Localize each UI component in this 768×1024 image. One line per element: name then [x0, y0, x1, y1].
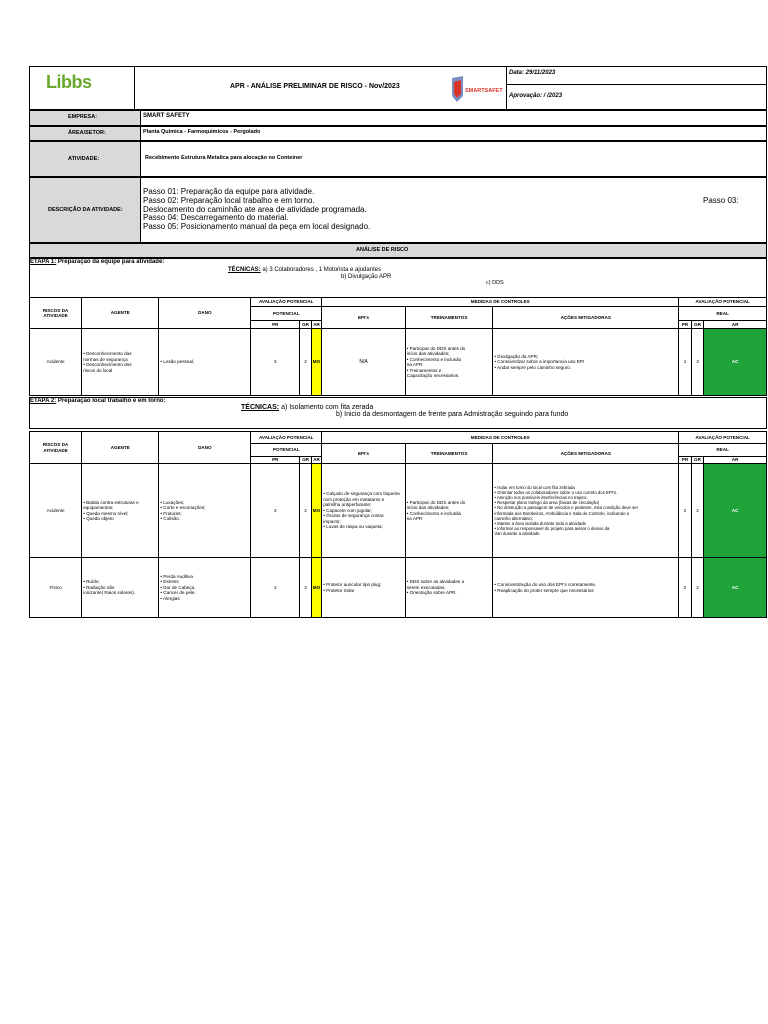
- ar-badge: MO: [311, 558, 321, 618]
- header-treinamentos: TREINAMENTOS: [405, 444, 493, 464]
- etapa1-tecnicas-a: [228, 267, 381, 274]
- header-dano: DANO: [159, 298, 251, 329]
- epi-cell: N/A: [322, 329, 406, 396]
- header-gr: GR: [300, 321, 311, 329]
- header-divider-2: [506, 66, 507, 110]
- header-aval-pot-2: AVALIAÇÃO POTENCIAL: [679, 298, 767, 307]
- damage-cell: • Luxações; • Corte e escoriações; • Fraturas; • Colisão.: [159, 464, 251, 558]
- agent-cell: • Desconhecimento das normas de segurança • Desconhecimento dos riscos do local: [82, 329, 159, 396]
- etapa1-tecnicas-c: c) DDS: [486, 280, 504, 286]
- header-divider-1: [134, 66, 135, 110]
- header-real: REAL: [679, 307, 767, 321]
- table-row: [30, 329, 767, 396]
- analysis-title: ANÁLISE DE RISCO: [356, 247, 409, 253]
- pr-cell: 3: [251, 329, 300, 396]
- gr-real-cell: 2: [691, 558, 704, 618]
- etapa1-risk-table: [29, 297, 767, 396]
- ar-badge: MO: [311, 464, 321, 558]
- area-label: ÁREA/SETOR:: [68, 130, 106, 136]
- risk-type: Acidente: [30, 329, 82, 396]
- header-pr-real: PR: [679, 457, 692, 464]
- header-medidas: MEDIDAS DE CONTROLES: [322, 298, 679, 307]
- smartsafety-logo: [449, 76, 503, 103]
- etapa1-title: [30, 259, 164, 266]
- risk-type: Acidente: [30, 464, 82, 558]
- approval-label: Aprovação: / /2023: [509, 93, 563, 99]
- header-epis: EPI's: [322, 444, 406, 464]
- header-real: REAL: [679, 444, 767, 457]
- header-riscos: RISCOS DA ATIVIDADE: [30, 432, 82, 464]
- libbs-logo: Libbs: [46, 72, 92, 92]
- epi-cell: • Protetor auricular tipo plug; • Protetor Solar: [322, 558, 406, 618]
- header-gr: GR: [300, 457, 311, 464]
- header-epis: EPI's: [322, 307, 406, 329]
- gr-cell: 2: [300, 329, 311, 396]
- epi-cell: • Calçado de segurança com biqueira com proteção em metatarso e palmilha antiperfurante; • Capacete com jugular; • Óculos de segurança contra impacto; • Luvas de raspa ou vaqueta;: [322, 464, 406, 558]
- header-agente: AGENTE: [82, 432, 159, 464]
- header-aval-pot: AVALIAÇÃO POTENCIAL: [251, 298, 322, 307]
- activity-value: Recebimento Estrutura Metalica para alocação no Conteiner: [145, 155, 303, 161]
- header-potencial: POTENCIAL: [251, 307, 322, 321]
- date-label: Data: 29/11/2023: [509, 70, 556, 76]
- header-acoes: AÇÕES MITIGADORAS: [493, 307, 679, 329]
- agent-cell: • Batida contra estruturas e equipamentos; • Queda mesmo nível; • Queda objeto: [82, 464, 159, 558]
- header-pr: PR: [251, 321, 300, 329]
- damage-cell: • Perda Auditiva • Estress • Dor de Cabeça. • Cancer de pele. • Alergias: [159, 558, 251, 618]
- ar-real-badge: AC: [704, 558, 767, 618]
- ar-badge: MO: [311, 329, 321, 396]
- etapa1-label: ETAPA 1:: [30, 259, 57, 265]
- etapa1-tecnicas-a-text: a) 3 Colaboradores , 1 Motorista e ajudantes: [260, 267, 382, 273]
- etapa2-tecnicas-b: b) Inicio da desmontagem de frente para Admistração seguindo para fundo: [336, 411, 569, 418]
- document-title: APR - ANÁLISE PRELIMINAR DE RISCO - Nov/2023: [230, 83, 400, 90]
- etapa2-tecnicas-a-text: a) Isolamento com fita zerada: [279, 404, 374, 411]
- company-label: EMPRESA:: [68, 114, 98, 120]
- pr-real-cell: 2: [679, 558, 692, 618]
- header-pr: PR: [251, 457, 300, 464]
- header-gr-real: GR: [691, 457, 704, 464]
- svg-text:SMARTSAFETY: SMARTSAFETY: [465, 88, 503, 94]
- header-pr-real: PR: [679, 321, 692, 329]
- header-acoes: AÇÕES MITIGADORAS: [493, 444, 679, 464]
- description-steps: Passo 01: Preparação da equipe para atividade. Passo 02: Preparação local trabalho e em torno. Deslocamento do caminhão ate area de atividade programada. Passo 04: Descarregamento do material. Passo 05: Posicionamento manual da peça em local designado.: [143, 187, 371, 232]
- header-riscos: RISCOS DA ATIVIDADE: [30, 298, 82, 329]
- header-medidas: MEDIDAS DE CONTROLES: [322, 432, 679, 444]
- pr-cell: 2: [251, 558, 300, 618]
- header-ar: AR: [313, 457, 320, 463]
- header-aval-pot: AVALIAÇÃO POTENCIAL: [251, 432, 322, 444]
- smartsafety-shield-icon: [449, 76, 503, 103]
- etapa1-title-text: Preparação da equipe para atividade:: [56, 259, 165, 265]
- ar-real-badge: AC: [704, 464, 767, 558]
- pr-real-cell: 2: [679, 464, 692, 558]
- training-cell: • DDS sobre as atividades a serem executadas. • Orientação sobre APR.: [405, 558, 493, 618]
- gr-cell: 2: [300, 464, 311, 558]
- area-value: Planta Quimica - Farmoquimicos - Pergolado: [143, 129, 261, 135]
- etapa2-risk-table: [29, 431, 767, 618]
- company-value-cell: [140, 110, 767, 126]
- gr-cell: 3: [300, 558, 311, 618]
- header-gr-real: GR: [691, 321, 704, 329]
- header-potencial: POTENCIAL: [251, 444, 322, 457]
- pr-cell: 3: [251, 464, 300, 558]
- etapa2-title-text: Preparação local trabalho e em torno:: [56, 398, 166, 404]
- pr-real-cell: 1: [679, 329, 692, 396]
- header-dano: DANO: [159, 432, 251, 464]
- damage-cell: • Lesão pessoal,: [159, 329, 251, 396]
- activity-label: ATIVIDADE:: [68, 156, 100, 162]
- agent-cell: • Ruído; • Radiação não ionizante( Raios solares).: [82, 558, 159, 618]
- description-step03: Passo 03:: [703, 196, 739, 205]
- gr-real-cell: 3: [691, 329, 704, 396]
- table-row: [30, 558, 767, 618]
- training-cell: • Participar do DDS antes do início das atividades; • Conhecimento e inclusão na APR. • Treinamentos e Capacitação necessarios.: [405, 329, 493, 396]
- header-ar-real: AR: [704, 321, 767, 329]
- mitigation-cell: • Divulgação da APR; • Conscientizar sobre a importancia uso EPI • Andar sempre pelo caminho seguro.: [493, 329, 679, 396]
- gr-real-cell: 2: [691, 464, 704, 558]
- header-agente: AGENTE: [82, 298, 159, 329]
- description-label: DESCRIÇÃO DA ATIVIDADE:: [48, 207, 123, 213]
- header-ar-real: AR: [704, 457, 767, 464]
- etapa2-tecnicas-label: TÉCNICAS:: [241, 404, 280, 411]
- header-aval-pot-2: AVALIAÇÃO POTENCIAL: [679, 432, 767, 444]
- ar-real-badge: AC: [704, 329, 767, 396]
- table-row: [30, 464, 767, 558]
- company-value: SMART SAFETY: [143, 113, 190, 119]
- header-treinamentos: TREINAMENTOS: [405, 307, 493, 329]
- etapa2-title: [30, 398, 166, 405]
- training-cell: • Participar do DDS antes do início das atividades; • Conhecimento e inclusão na APR: [405, 464, 493, 558]
- etapa1-tecnicas-label: TÉCNICAS:: [228, 267, 261, 273]
- risk-type: Físico: [30, 558, 82, 618]
- mitigation-cell: • Conscientização do uso dos EPI's corretamente. • Reaplicação do proter sempre que necessários: [493, 558, 679, 618]
- etapa2-label: ETAPA 2:: [30, 398, 57, 404]
- etapa1-tecnicas-b: b) Divulgação APR: [341, 274, 392, 280]
- header-ar: AR: [313, 321, 320, 327]
- header-divider-3: [506, 84, 767, 85]
- mitigation-cell: • Isolar em torno do local com fita zebrada • Orientar todos os colaboradores sobre o uso correto dos EPI's. • Atenção nos possíveis interferências no trajeto; • Respeitar plano trafego da area (faixas de circulação) • No obstrução a passagem de veiculos e pedestre, esta condição deve ser informada aos Bombeiros, Ambulância e Sala de Controle, indicando o caminho alternativo; • Manter a área isolada durante toda a atividade • Informar ao responsavel do projeto para avisar o desvio da Van durante a atividade.: [493, 464, 679, 558]
